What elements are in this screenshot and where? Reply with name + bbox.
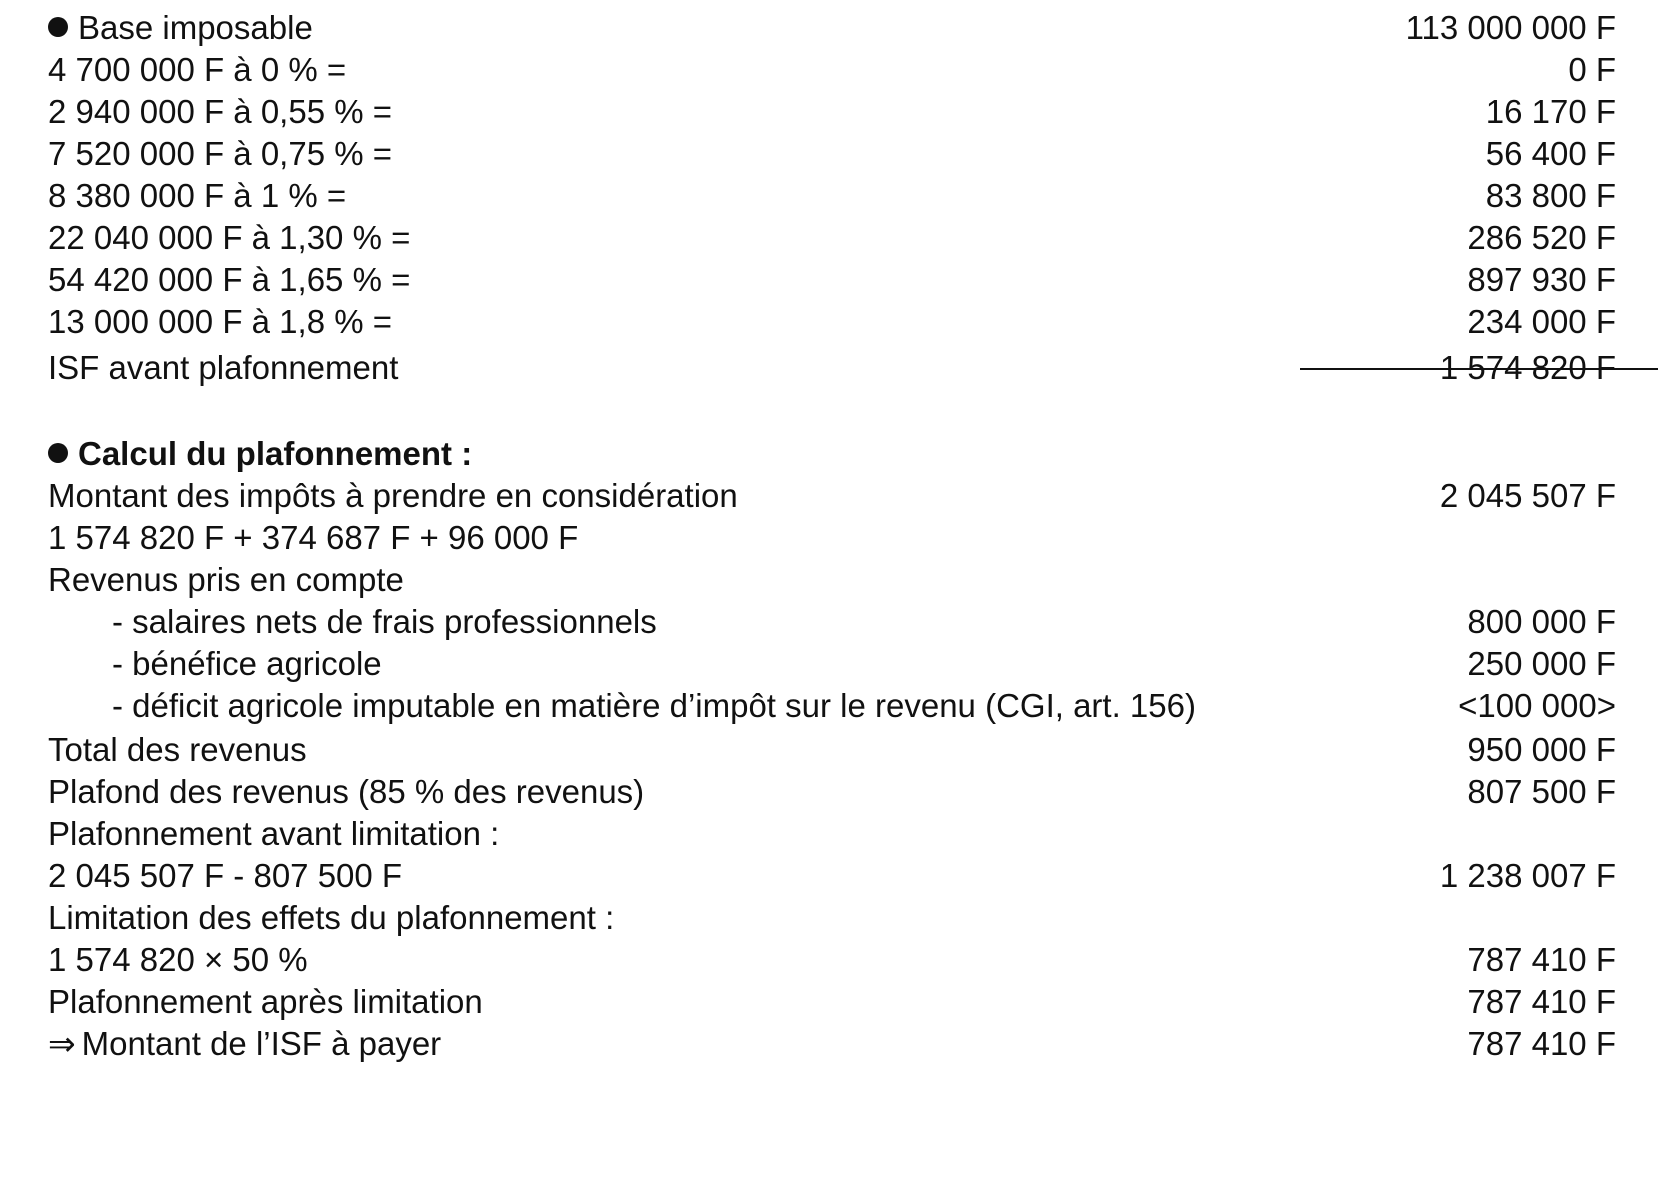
plafonnement-heading [48,432,1616,476]
isf-before-cap-value: 1 574 820 F [1439,349,1616,386]
tranche-row [48,300,1616,344]
tranche-value: 0 F [1568,51,1616,88]
calc-value: 1 238 007 F [1439,857,1616,894]
tranche-value: 56 400 F [1485,135,1616,172]
calc-value: 807 500 F [1467,773,1616,810]
isf-due-row [48,1022,1616,1066]
tranche-row [48,258,1616,302]
calc-label: Plafond des revenus (85 % des revenus) [48,773,645,810]
calc-label: 1 574 820 × 50 % [48,941,308,978]
tranche-label: 22 040 000 F à 1,30 % = [48,219,411,256]
calc-value: 2 045 507 F [1439,477,1616,514]
calc-label: - bénéfice agricole [112,645,382,682]
calc-row [48,980,1616,1024]
isf-before-cap-row [48,346,1616,390]
calc-value: 250 000 F [1467,645,1616,682]
calc-value: <100 000> [1458,687,1616,724]
base-imposable-heading [48,6,1616,50]
calc-label: Montant des impôts à prendre en considération [48,477,738,514]
bullet-icon [48,17,68,37]
calc-value: 950 000 F [1467,731,1616,768]
revenue-item-row [48,600,1616,644]
calc-label: Revenus pris en compte [48,561,404,598]
isf-due-value: 787 410 F [1467,1025,1616,1062]
tranche-value: 83 800 F [1485,177,1616,214]
revenue-item-row [48,684,1616,728]
base-imposable-title: Base imposable [78,9,313,46]
calc-row [48,854,1616,898]
calc-row [48,558,1616,602]
tranche-row [48,90,1616,134]
tranche-row [48,48,1616,92]
tranche-value: 286 520 F [1467,219,1616,256]
isf-due-label: Montant de l’ISF à payer [81,1025,442,1062]
calc-label: Limitation des effets du plafonnement : [48,899,615,936]
calc-row [48,474,1616,518]
tranche-row [48,174,1616,218]
tranche-value: 16 170 F [1485,93,1616,130]
calc-value: 787 410 F [1467,941,1616,978]
tranche-row [48,132,1616,176]
calc-row [48,516,1616,560]
calc-label: - salaires nets de frais professionnels [112,603,657,640]
calc-row [48,938,1616,982]
calc-label: Total des revenus [48,731,307,768]
calc-label: 2 045 507 F - 807 500 F [48,857,403,894]
calc-row [48,812,1616,856]
plafonnement-title: Calcul du plafonnement : [78,435,473,472]
calc-label: Plafonnement après limitation [48,983,483,1020]
tranche-value: 897 930 F [1467,261,1616,298]
tranche-label: 13 000 000 F à 1,8 % = [48,303,393,340]
calc-label: Plafonnement avant limitation : [48,815,500,852]
tranche-label: 8 380 000 F à 1 % = [48,177,347,214]
calc-row [48,728,1616,772]
tranche-label: 7 520 000 F à 0,75 % = [48,135,393,172]
tranche-label: 54 420 000 F à 1,65 % = [48,261,411,298]
calc-row [48,770,1616,814]
tranche-row [48,216,1616,260]
calc-value: 787 410 F [1467,983,1616,1020]
tranche-value: 234 000 F [1467,303,1616,340]
calc-row [48,896,1616,940]
calc-label: - déficit agricole imputable en matière d’impôt sur le revenu (CGI, art. 156) [112,687,1196,724]
calc-value: 800 000 F [1467,603,1616,640]
bullet-icon [48,443,68,463]
isf-before-cap-label: ISF avant plafonnement [48,349,399,386]
calc-label: 1 574 820 F + 374 687 F + 96 000 F [48,519,579,556]
revenue-item-row [48,642,1616,686]
tranche-label: 4 700 000 F à 0 % = [48,51,347,88]
implies-arrow-icon: ⇒ [48,1025,76,1062]
base-imposable-value: 113 000 000 F [1405,9,1616,46]
tranche-label: 2 940 000 F à 0,55 % = [48,93,393,130]
